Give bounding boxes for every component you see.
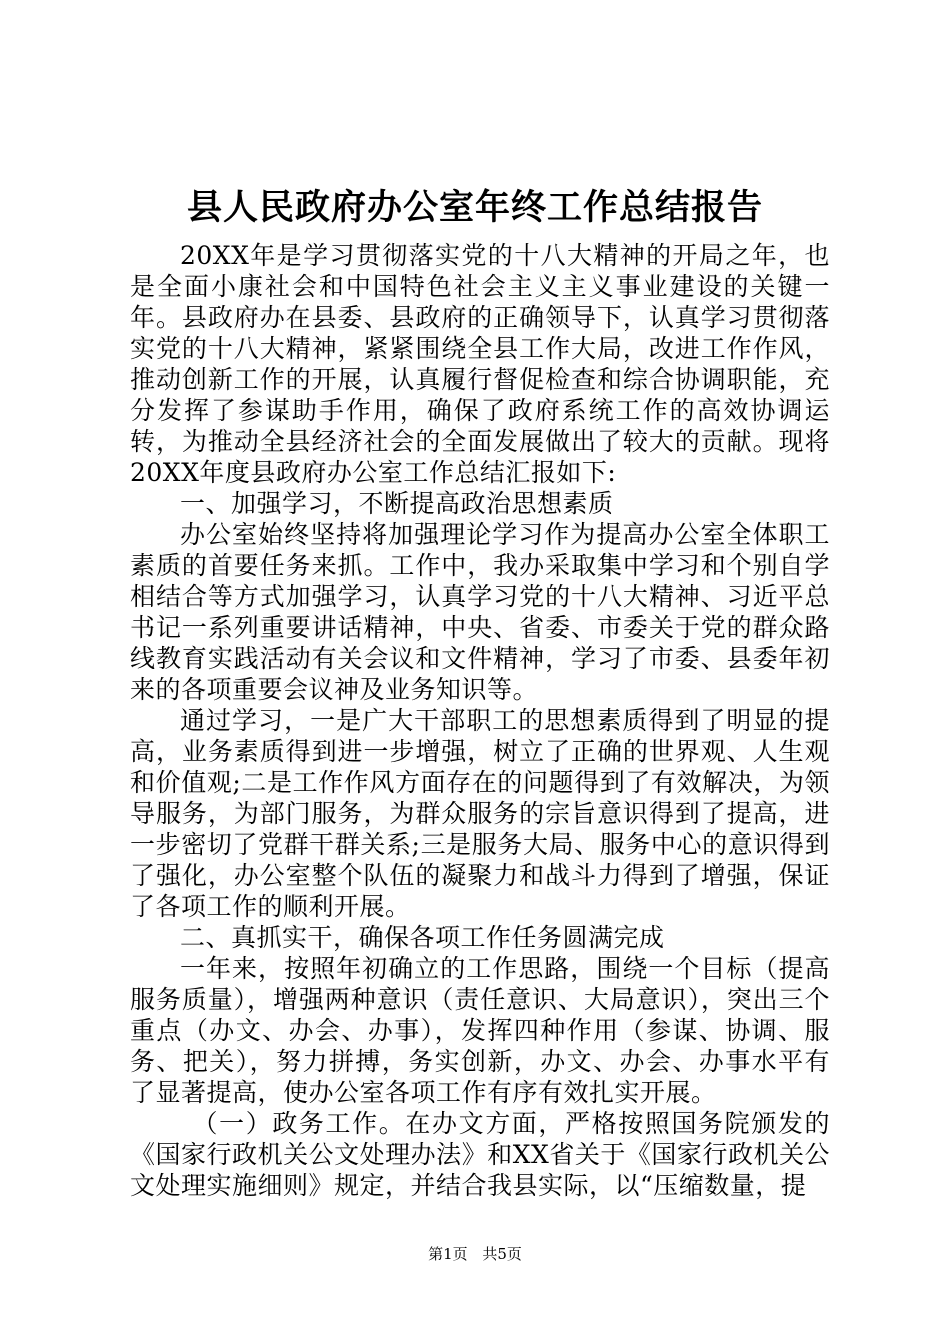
section-heading-1: 一、加强学习，不断提高政治思想素质 <box>180 489 614 518</box>
page-number: 第1页 <box>428 1245 468 1263</box>
document-body <box>130 240 830 1201</box>
paragraph-study: 办公室始终坚持将加强理论学习作为提高办公室全体职工素质的首要任务来抓。工作中，我办采取集中学习和个别自学相结合等方式加强学习，认真学习党的十八大精神、习近平总书记一系列重要讲话精神，中央、省委、市委关于党的群众路线教育实践活动有关会议和文件精神，学习了市委、县委年初来的各项重要会议神及业务知识等。 <box>130 520 830 704</box>
paragraph-intro: 20XX年是学习贯彻落实党的十八大精神的开局之年，也是全面小康社会和中国特色社会主义主义事业建设的关键一年。县政府办在县委、县政府的正确领导下，认真学习贯彻落实党的十八大精神，紧紧围绕全县工作大局，改进工作作风，推动创新工作的开展，认真履行督促检查和综合协调职能，充分发挥了参谋助手作用，确保了政府系统工作的高效协调运转，为推动全县经济社会的全面发展做出了较大的贡献。现将20XX年度县政府办公室工作总结汇报如下: <box>130 241 830 487</box>
paragraph-study-results: 通过学习，一是广大干部职工的思想素质得到了明显的提高，业务素质得到进一步增强，树立了正确的世界观、人生观和价值观;二是工作作风方面存在的问题得到了有效解决，为领导服务，为部门服务，为群众服务的宗旨意识得到了提高，进一步密切了党群干群关系;三是服务大局、服务中心的意识得到了强化，办公室整个队伍的凝聚力和战斗力得到了增强，保证了各项工作的顺利开展。 <box>130 706 830 921</box>
paragraph-government-affairs: （一）政务工作。在办文方面，严格按照国务院颁发的《国家行政机关公文处理办法》和XX省关于《国家行政机关公文处理实施细则》规定，并结合我县实际，以“压缩数量，提 <box>130 1109 830 1200</box>
document-title: 县人民政府办公室年终工作总结报告 <box>186 187 763 228</box>
page-total: 共5页 <box>482 1245 522 1263</box>
section-heading-2: 二、真抓实干，确保各项工作任务圆满完成 <box>180 923 665 952</box>
paragraph-work-overview: 一年来，按照年初确立的工作思路，围绕一个目标（提高服务质量），增强两种意识（责任意识、大局意识），突出三个重点（办文、办会、办事），发挥四种作用（参谋、协调、服务、把关），努力拼搏，务实创新，办文、办会、办事水平有了显著提高，使办公室各项工作有序有效扎实开展。 <box>130 954 830 1107</box>
page-footer <box>0 1244 950 1264</box>
